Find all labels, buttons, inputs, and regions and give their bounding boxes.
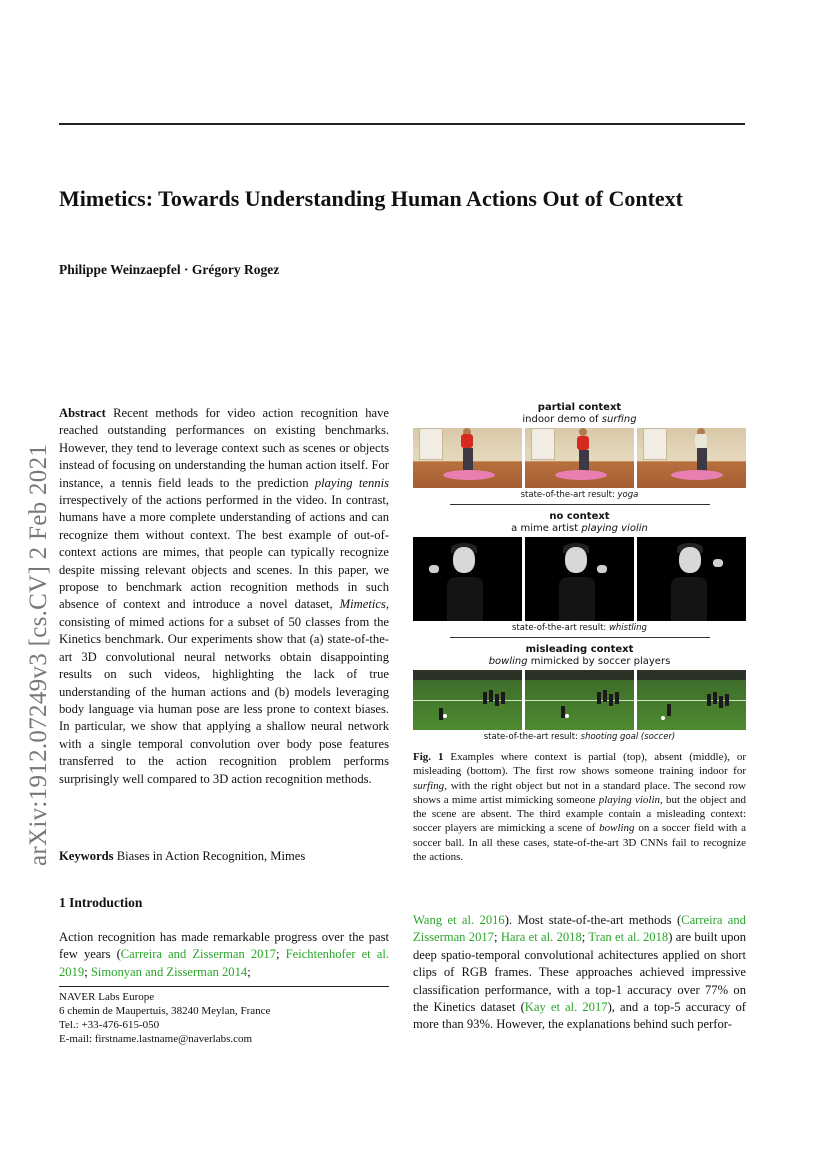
- intro-text: ;: [493, 930, 501, 945]
- caption-label: Fig. 1: [413, 751, 444, 763]
- panel-result: state-of-the-art result:: [520, 490, 618, 500]
- abstract-emphasis: playing tennis: [314, 475, 389, 490]
- citation-link[interactable]: Feichtenhofer et al. 2019: [59, 947, 389, 979]
- citation-link[interactable]: Kay et al. 2017: [524, 1000, 608, 1015]
- caption-emphasis: playing violin: [598, 793, 660, 806]
- caption-text: , but the object and the scene are absent. The third example contain a misleading context: soccer players are mimicking a scene of: [413, 793, 746, 835]
- abstract-text: , consisting of mimed actions for a subset of 50 classes from the Kinetics benchmark. Our experiments show that (a) state-of-the-art 3D convolutional neural networks obtain disappointing results on such videos, highlighting the lack of true understanding of the human actions and (b) models leveraging body language via human pose are less prone to context biases. In particular, we show that applying a shallow neural network with a single temporal convolution over body pose features transferred to the action recognition problem performs surprisingly well compared to 3D action recognition methods.: [59, 597, 389, 786]
- panel-subtitle: mimicked by soccer players: [527, 656, 671, 667]
- panel-result-class: shooting goal (soccer): [580, 732, 676, 742]
- intro-text: ;: [247, 964, 251, 979]
- citation-link[interactable]: Tran et al. 2018: [588, 930, 669, 945]
- abstract: [59, 405, 389, 788]
- intro-right-column: [413, 912, 746, 1034]
- figure-panel-no-context: [413, 511, 746, 633]
- caption-text: Examples where context is partial (top), absent (middle), or misleading (bottom). The first row shows someone training indoor for: [413, 751, 746, 778]
- paper-authors: Philippe Weinzaepfel · Grégory Rogez: [59, 262, 280, 277]
- panel-subtitle-emphasis: surfing: [601, 414, 637, 425]
- keywords-text: Biases in Action Recognition, Mimes: [113, 849, 306, 863]
- top-rule: [59, 123, 745, 125]
- panel-heading: partial context: [537, 402, 622, 413]
- figure-caption: [413, 750, 746, 864]
- video-frame: [413, 670, 522, 730]
- panel-result: state-of-the-art result:: [483, 732, 581, 742]
- figure-panel-partial: [413, 402, 746, 500]
- panel-subtitle-emphasis: bowling: [488, 656, 528, 667]
- affiliation-tel: Tel.: +33-476-615-050: [59, 1019, 160, 1031]
- figure-1: [413, 402, 746, 742]
- abstract-label: Abstract: [59, 406, 106, 420]
- panel-result-class: whistling: [608, 623, 647, 633]
- affiliation-address: 6 chemin de Maupertuis, 38240 Meylan, France: [59, 1005, 271, 1017]
- abstract-text: irrespectively of the actions performed in the video. In contrast, humans have a more complete understanding of actions and can recognize them without context. The best example of out-of-context actions are mimes, that people can typically recognize despite missing relevant objects and scenes. In this paper, we propose to benchmark action recognition methods in such absence of context and introduce a novel dataset,: [59, 493, 389, 612]
- keywords: [59, 848, 389, 865]
- affiliation-org: NAVER Labs Europe: [59, 991, 155, 1003]
- panel-heading: no context: [549, 511, 610, 522]
- panel-result-class: yoga: [617, 490, 639, 500]
- panel-subtitle-emphasis: playing violin: [581, 523, 648, 534]
- abstract-text: Recent methods for video action recognition have reached outstanding performances on existing benchmarks. However, they tend to leverage context such as scenes or objects instead of focusing on understanding the human action itself. For instance, a tennis field leads to the prediction: [59, 406, 389, 490]
- caption-emphasis: surfing: [413, 779, 445, 792]
- video-frame: [525, 428, 634, 488]
- intro-text: Action recognition has made remarkable progress over the past few years (: [59, 930, 389, 962]
- citation-link[interactable]: Carreira and Zisserman 2017: [413, 913, 746, 945]
- intro-text: ;: [84, 964, 91, 979]
- section-heading: 1 Introduction: [59, 895, 143, 910]
- intro-text: ). Most state-of-the-art methods (: [504, 913, 682, 927]
- intro-text: ;: [276, 947, 286, 962]
- citation-link[interactable]: Wang et al. 2016: [413, 913, 505, 927]
- caption-text: on a soccer field with a soccer ball. In all these cases, state-of-the-art 3D CNNs fail to recognize the actions.: [413, 822, 746, 864]
- citation-link[interactable]: Carreira and Zisserman 2017: [120, 947, 277, 962]
- caption-text: , with the right object but not in a standard place. The second row shows a mime artist mimicking someone: [413, 779, 746, 806]
- affiliation-email: E-mail: firstname.lastname@naverlabs.com: [59, 1033, 253, 1045]
- intro-left-column: [59, 929, 389, 981]
- affiliation: [59, 990, 270, 1046]
- panel-result: state-of-the-art result:: [512, 623, 609, 633]
- citation-link[interactable]: Hara et al. 2018: [500, 930, 582, 945]
- footnote-rule: [59, 986, 389, 987]
- keywords-label: Keywords: [59, 849, 114, 863]
- caption-emphasis: bowling: [599, 822, 635, 835]
- video-frame: [525, 670, 634, 730]
- video-frame: [637, 537, 746, 621]
- figure-separator: [450, 504, 710, 505]
- figure-panel-misleading: [413, 644, 746, 742]
- intro-text: ;: [581, 930, 589, 945]
- abstract-emphasis: Mimetics: [339, 597, 386, 612]
- arxiv-stamp: arXiv:1912.07249v3 [cs.CV] 2 Feb 2021: [25, 443, 52, 866]
- panel-heading: misleading context: [525, 644, 634, 655]
- panel-subtitle: indoor demo of: [522, 414, 602, 425]
- paper-title: Mimetics: Towards Understanding Human Actions Out of Context: [59, 186, 683, 211]
- video-frame: [413, 428, 522, 488]
- video-frame: [637, 428, 746, 488]
- intro-text: ) are built upon deep spatio-temporal convolutional achitectures applied on short clips of RGB frames. These approaches achieved impressive classification performance, with a top-1 accuracy over 77% on the Kinetics dataset (: [413, 930, 747, 1015]
- panel-subtitle: a mime artist: [511, 523, 582, 534]
- video-frame: [525, 537, 634, 621]
- figure-separator: [450, 637, 710, 638]
- citation-link[interactable]: Simonyan and Zisserman 2014: [90, 964, 248, 979]
- video-frame: [637, 670, 746, 730]
- intro-text: ), and a top-5 accuracy of more than 93%. However, the explanations behind such perfor-: [413, 1000, 746, 1032]
- video-frame: [413, 537, 522, 621]
